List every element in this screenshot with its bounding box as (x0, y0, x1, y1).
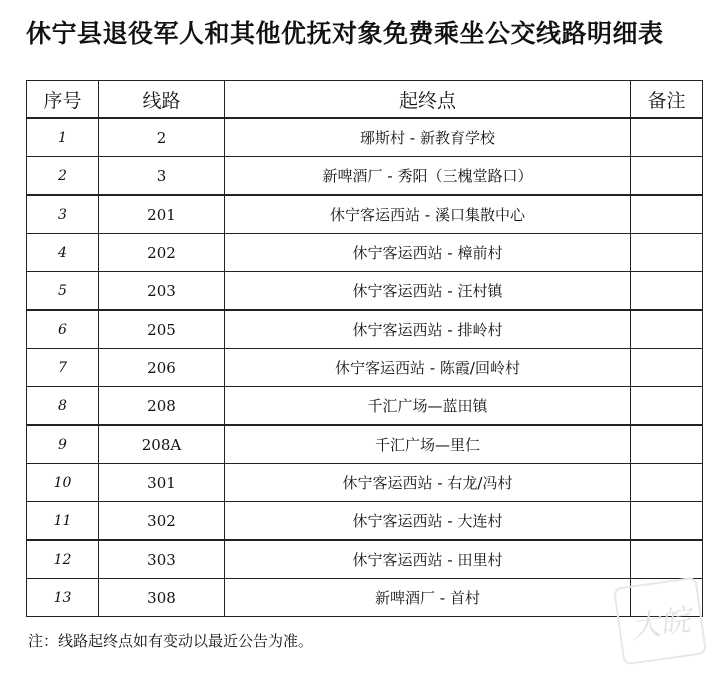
table-row (27, 349, 703, 387)
cell-route: 2 (99, 118, 225, 157)
cell-index: 3 (27, 195, 99, 234)
cell-index: 2 (27, 157, 99, 196)
cell-route: 208 (99, 387, 225, 426)
table-row (27, 310, 703, 349)
cell-remarks (631, 425, 703, 464)
cell-remarks (631, 272, 703, 311)
cell-route: 308 (99, 579, 225, 617)
cell-index: 7 (27, 349, 99, 387)
header-route: 线路 (99, 81, 225, 119)
cell-endpoints: 琊斯村 - 新教育学校 (225, 118, 631, 157)
cell-index: 9 (27, 425, 99, 464)
cell-index: 13 (27, 579, 99, 617)
table-row (27, 272, 703, 311)
table-row (27, 387, 703, 426)
cell-remarks (631, 118, 703, 157)
cell-route: 205 (99, 310, 225, 349)
table-row (27, 579, 703, 617)
table-row (27, 157, 703, 196)
cell-route: 201 (99, 195, 225, 234)
cell-index: 4 (27, 234, 99, 272)
bus-route-table (26, 80, 703, 617)
cell-remarks (631, 349, 703, 387)
cell-remarks (631, 310, 703, 349)
cell-route: 206 (99, 349, 225, 387)
watermark-text: 大皖 (628, 602, 693, 646)
header-index: 序号 (27, 81, 99, 119)
cell-index: 6 (27, 310, 99, 349)
cell-remarks (631, 157, 703, 196)
table-row (27, 118, 703, 157)
cell-index: 12 (27, 540, 99, 579)
footnote: 注：线路起终点如有变动以最近公告为准。 (28, 632, 314, 650)
cell-endpoints: 休宁客运西站 - 樟前村 (225, 234, 631, 272)
cell-index: 5 (27, 272, 99, 311)
cell-endpoints: 新啤酒厂 - 首村 (225, 579, 631, 617)
header-endpoints: 起终点 (225, 81, 631, 119)
cell-endpoints: 千汇广场—里仁 (225, 425, 631, 464)
cell-remarks (631, 387, 703, 426)
cell-endpoints: 休宁客运西站 - 溪口集散中心 (225, 195, 631, 234)
cell-remarks (631, 234, 703, 272)
watermark-logo (613, 577, 707, 666)
cell-index: 10 (27, 464, 99, 502)
cell-index: 8 (27, 387, 99, 426)
table-header-row (27, 81, 703, 119)
cell-index: 11 (27, 502, 99, 541)
page-title: 休宁县退役军人和其他优抚对象免费乘坐公交线路明细表 (26, 19, 664, 48)
cell-route: 3 (99, 157, 225, 196)
cell-endpoints: 休宁客运西站 - 陈霞/回岭村 (225, 349, 631, 387)
cell-remarks (631, 502, 703, 541)
cell-route: 301 (99, 464, 225, 502)
table-row (27, 425, 703, 464)
cell-endpoints: 休宁客运西站 - 大连村 (225, 502, 631, 541)
table-row (27, 540, 703, 579)
cell-endpoints: 休宁客运西站 - 田里村 (225, 540, 631, 579)
cell-route: 208A (99, 425, 225, 464)
cell-index: 1 (27, 118, 99, 157)
table-row (27, 195, 703, 234)
cell-endpoints: 休宁客运西站 - 排岭村 (225, 310, 631, 349)
cell-remarks (631, 540, 703, 579)
header-remarks: 备注 (631, 81, 703, 119)
cell-route: 302 (99, 502, 225, 541)
table-row (27, 502, 703, 541)
cell-endpoints: 休宁客运西站 - 右龙/冯村 (225, 464, 631, 502)
cell-endpoints: 新啤酒厂 - 秀阳（三槐堂路口） (225, 157, 631, 196)
cell-route: 202 (99, 234, 225, 272)
table-row (27, 464, 703, 502)
cell-remarks (631, 195, 703, 234)
cell-endpoints: 休宁客运西站 - 汪村镇 (225, 272, 631, 311)
cell-route: 203 (99, 272, 225, 311)
cell-endpoints: 千汇广场—蓝田镇 (225, 387, 631, 426)
table-row (27, 234, 703, 272)
cell-route: 303 (99, 540, 225, 579)
cell-remarks (631, 464, 703, 502)
